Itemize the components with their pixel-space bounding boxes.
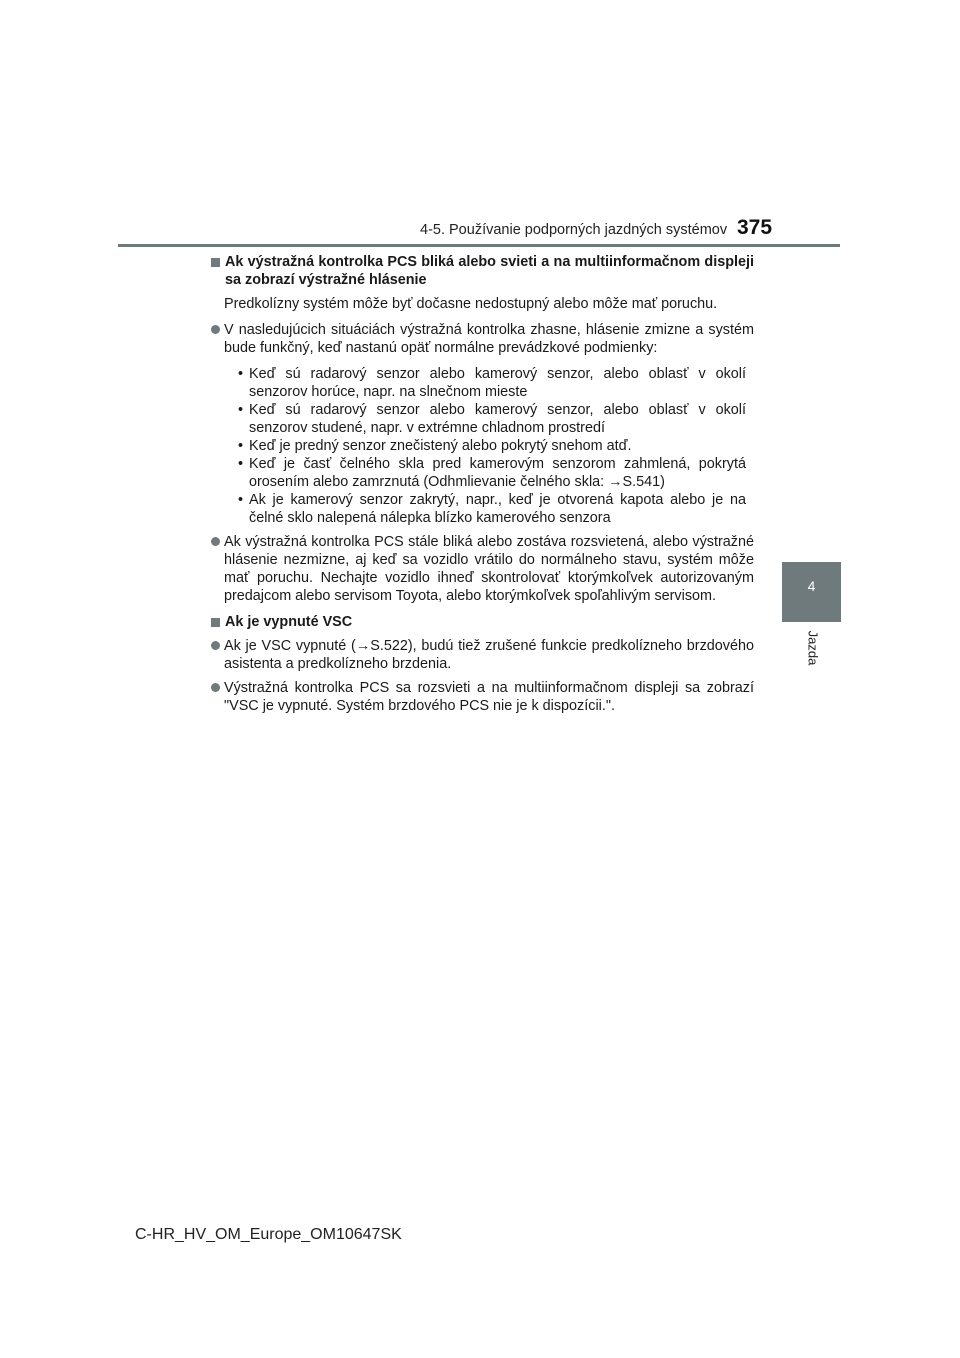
document-footer: C-HR_HV_OM_Europe_OM10647SK	[135, 1226, 402, 1243]
section-square-icon	[211, 618, 220, 627]
bullet-dot-icon	[211, 325, 220, 334]
sub-item-text: Keď sú radarový senzor alebo kamerový senzor, alebo oblasť v okolí senzorov studené, napr. v extrémne chladnom prostredí	[249, 402, 746, 436]
chapter-number: 4	[807, 578, 816, 594]
bullet-dot-icon	[211, 683, 220, 692]
bullet-text: V nasledujúcich situáciách výstražná kontrolka zhasne, hlásenie zmizne a systém bude funkčný, keď nastanú opäť normálne prevádzkové podmienky:	[224, 322, 754, 356]
page-content	[211, 253, 754, 721]
sub-item-text: Keď je predný senzor znečistený alebo pokrytý snehom atď.	[249, 438, 632, 454]
chapter-label-text: Jazda	[805, 630, 821, 666]
bullet-text: Ak výstražná kontrolka PCS stále bliká alebo zostáva rozsvietená, alebo výstražné hlásenie nezmizne, aj keď sa vozidlo vrátilo do normálneho stavu, systém môže mať poruchu. Nechajte vozidlo ihneď skontrolovať ktorýmkoľvek autorizovaným predajcom alebo servisom Toyota, alebo ktorýmkoľvek spoľahlivým servisom.	[224, 534, 754, 604]
sub-bullet-mark: •	[238, 492, 244, 508]
sub-item	[224, 437, 754, 455]
sub-item	[224, 401, 754, 437]
header-divider	[118, 244, 840, 247]
section-heading-vsc	[211, 613, 754, 631]
sub-item	[224, 455, 754, 491]
sub-item-text: Keď je časť čelného skla pred kamerovým senzorom zahmlená, pokrytá orosením alebo zamrznutá (Odhmlievanie čelného skla: →S.541)	[249, 456, 746, 490]
bullet-dot-icon	[211, 641, 220, 650]
sub-bullet-mark: •	[238, 366, 244, 382]
bullet-item	[211, 637, 754, 673]
header-title: 4-5. Používanie podporných jazdných systémov	[420, 222, 728, 238]
sub-item	[224, 365, 754, 401]
bullet-text: Výstražná kontrolka PCS sa rozsvieti a na multiinformačnom displeji sa zobrazí "VSC je vypnuté. Systém brzdového PCS nie je k dispozícii.".	[224, 680, 754, 714]
bullet-item	[211, 321, 754, 527]
sub-bullet-mark: •	[238, 438, 244, 454]
bullet-item	[211, 679, 754, 715]
sub-list	[224, 365, 754, 527]
section-square-icon	[211, 258, 220, 267]
sub-bullet-mark: •	[238, 456, 244, 472]
chapter-tab	[782, 562, 841, 622]
sub-item-text: Keď sú radarový senzor alebo kamerový senzor, alebo oblasť v okolí senzorov horúce, napr. na slnečnom mieste	[249, 366, 746, 400]
sub-item	[224, 491, 754, 527]
section-heading-pcs	[211, 253, 754, 289]
sub-bullet-mark: •	[238, 402, 244, 418]
section-heading-text: Ak je vypnuté VSC	[225, 614, 353, 630]
page-number: 375	[737, 216, 773, 239]
bullet-text: Ak je VSC vypnuté (→S.522), budú tiež zrušené funkcie predkolízneho brzdového asistenta a predkolízneho brzdenia.	[224, 638, 754, 672]
section-heading-text: Ak výstražná kontrolka PCS bliká alebo svieti a na multiinformačnom displeji sa zobrazí výstražné hlásenie	[225, 254, 754, 288]
chapter-label	[793, 623, 833, 673]
bullet-dot-icon	[211, 537, 220, 546]
sub-item-text: Ak je kamerový senzor zakrytý, napr., keď je otvorená kapota alebo je na čelné sklo nalepená nálepka blízko kamerového senzora	[249, 492, 746, 526]
bullet-item	[211, 533, 754, 605]
section-intro: Predkolízny systém môže byť dočasne nedostupný alebo môže mať poruchu.	[224, 296, 718, 312]
